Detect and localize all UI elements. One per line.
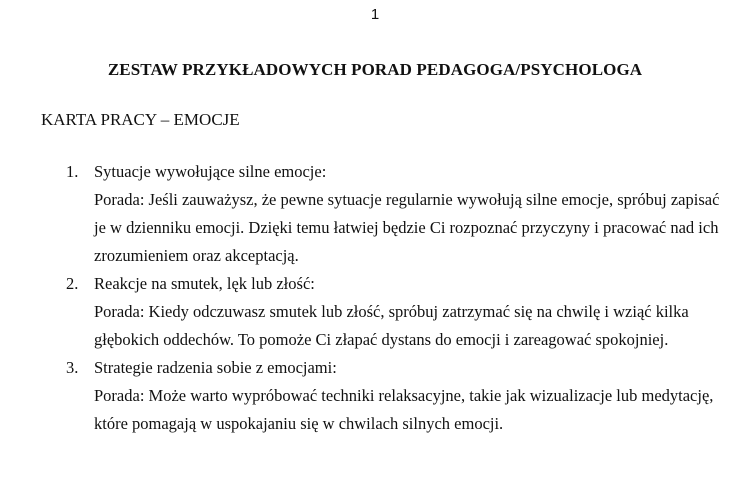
list-item-advice: Porada: Kiedy odczuwasz smutek lub złość, spróbuj zatrzymać się na chwilę i wziąć kilka głębokich oddechów. To pomoże Ci złapać dystans do emocji i zareagować spokojniej.: [94, 302, 689, 349]
list-item-advice: Porada: Może warto wypróbować techniki relaksacyjne, takie jak wizualizacje lub medytację, które pomagają w uspokajaniu się w chwilach silnych emocji.: [94, 386, 714, 433]
list-item-number: 2.: [66, 274, 79, 293]
list-item-advice: Porada: Jeśli zauważysz, że pewne sytuacje regularnie wywołują silne emocje, spróbuj zapisać je w dzienniku emocji. Dzięki temu łatwiej będzie Ci rozpoznać przyczyny i pracować nad ich zrozumieniem oraz akceptacją.: [94, 190, 720, 265]
list-item-heading: Strategie radzenia sobie z emocjami:: [94, 358, 337, 377]
list-item: [0, 158, 750, 270]
list-item: [0, 270, 750, 354]
list-item-heading: Sytuacje wywołujące silne emocje:: [94, 162, 327, 181]
advice-list: [0, 158, 750, 438]
document-title: ZESTAW PRZYKŁADOWYCH PORAD PEDAGOGA/PSYCHOLOGA: [107, 60, 643, 79]
list-item-number: 3.: [66, 358, 79, 377]
list-item: [0, 354, 750, 438]
document-subtitle: KARTA PRACY – EMOCJE: [41, 110, 240, 129]
list-item-number: 1.: [66, 162, 79, 181]
page-number: 1: [370, 6, 380, 23]
list-item-heading: Reakcje na smutek, lęk lub złość:: [94, 274, 315, 293]
